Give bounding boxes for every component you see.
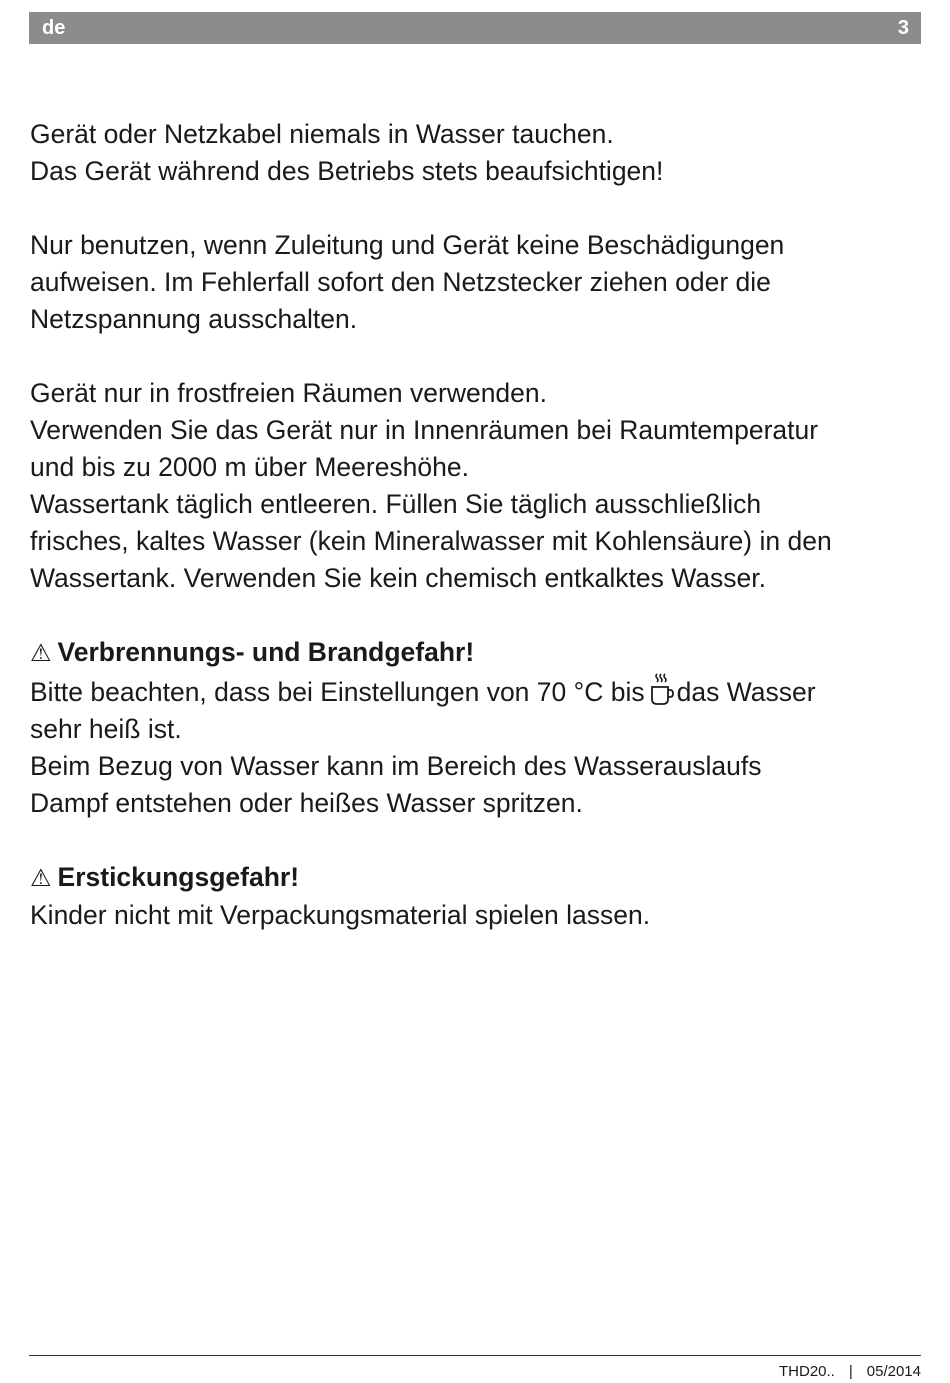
text-line: Nur benutzen, wenn Zuleitung und Gerät keine Beschädigungen xyxy=(30,230,785,260)
text-fragment: Bitte beachten, dass bei Einstellungen von 70 °C bis xyxy=(30,677,645,707)
warning-burn-title: Verbrennungs- und Brandgefahr! xyxy=(57,637,475,667)
page-content xyxy=(30,116,930,971)
page-footer xyxy=(779,1363,921,1380)
text-line: aufweisen. Im Fehlerfall sofort den Netzstecker ziehen oder die xyxy=(30,267,771,297)
warning-burn-section xyxy=(30,634,930,822)
footer-date: 05/2014 xyxy=(866,1363,921,1380)
paragraph-water-safety xyxy=(30,116,930,190)
warning-triangle-icon: ⚠ xyxy=(30,640,52,667)
text-line xyxy=(30,672,930,711)
footer-model: THD20.. xyxy=(779,1363,835,1380)
warning-triangle-icon: ⚠ xyxy=(30,865,52,892)
text-fragment: das Wasser xyxy=(676,677,816,707)
text-line: Netzspannung ausschalten. xyxy=(30,304,358,334)
hot-cup-icon xyxy=(649,672,675,708)
text-line: Beim Bezug von Wasser kann im Bereich des Wasserauslaufs xyxy=(30,751,762,781)
text-line: Kinder nicht mit Verpackungsmaterial spielen lassen. xyxy=(30,900,651,930)
text-line: Gerät oder Netzkabel niemals in Wasser tauchen. xyxy=(30,119,614,149)
footer-divider xyxy=(29,1355,921,1356)
warning-suffocation-title: Erstickungsgefahr! xyxy=(57,862,300,892)
page-number: 3 xyxy=(897,16,909,39)
text-line: Gerät nur in frostfreien Räumen verwenden. xyxy=(30,378,548,408)
warning-suffocation-heading xyxy=(30,859,930,897)
text-line: und bis zu 2000 m über Meereshöhe. xyxy=(30,452,469,482)
page-header-bar xyxy=(29,12,921,44)
language-label: de xyxy=(42,16,66,39)
paragraph-usage-conditions xyxy=(30,375,930,597)
text-line: Wassertank. Verwenden Sie kein chemisch entkalktes Wasser. xyxy=(30,563,766,593)
warning-burn-heading xyxy=(30,634,930,672)
footer-separator: | xyxy=(848,1363,853,1380)
warning-suffocation-section xyxy=(30,859,930,934)
text-line: Das Gerät während des Betriebs stets beaufsichtigen! xyxy=(30,156,664,186)
paragraph-damage-check xyxy=(30,227,930,338)
text-line: frisches, kaltes Wasser (kein Mineralwasser mit Kohlensäure) in den xyxy=(30,526,832,556)
text-line: sehr heiß ist. xyxy=(30,714,182,744)
text-line: Verwenden Sie das Gerät nur in Innenräumen bei Raumtemperatur xyxy=(30,415,819,445)
text-line: Dampf entstehen oder heißes Wasser spritzen. xyxy=(30,788,583,818)
text-line: Wassertank täglich entleeren. Füllen Sie täglich ausschließlich xyxy=(30,489,762,519)
